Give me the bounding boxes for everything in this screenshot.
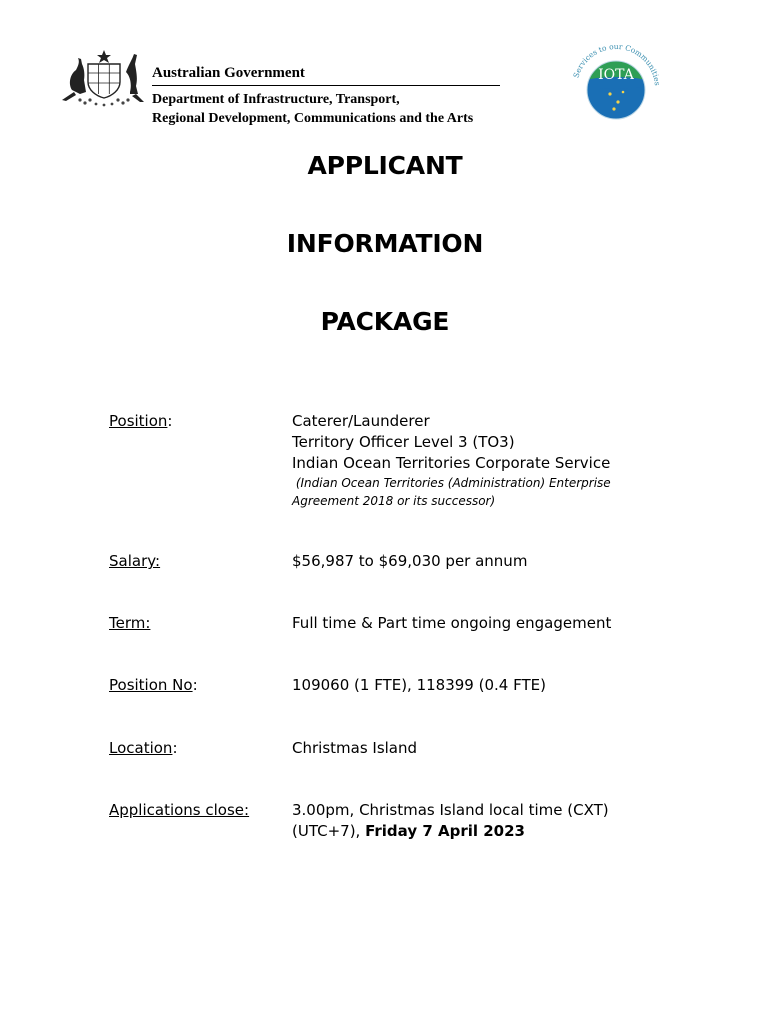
coat-of-arms-icon: [58, 48, 150, 108]
agreement-note-1: (Indian Ocean Territories (Administration) Enterprise: [292, 476, 611, 490]
closing-time: 3.00pm, Christmas Island local time (CXT): [292, 801, 609, 819]
government-header: [152, 64, 500, 127]
title-line-1: APPLICANT: [307, 151, 463, 180]
location-value: Christmas Island: [292, 739, 418, 757]
government-name: Australian Government: [152, 64, 500, 86]
iota-logo-text: IOTA: [598, 67, 634, 83]
applications-close-value: [292, 800, 692, 842]
position-title: Caterer/Launderer: [292, 412, 430, 430]
location-label: Location:: [109, 739, 178, 757]
position-service: Indian Ocean Territories Corporate Service: [292, 454, 611, 472]
title-line-3: PACKAGE: [320, 307, 450, 336]
title-line-2: INFORMATION: [286, 229, 484, 258]
applications-close-label: Applications close:: [109, 801, 250, 819]
closing-date-line: (UTC+7), Friday 7 April 2023: [292, 822, 525, 840]
salary-label: Salary:: [109, 552, 161, 570]
position-label: Position:: [109, 412, 173, 430]
iota-logo: [570, 42, 662, 134]
position-value: [292, 411, 692, 510]
salary-value: $56,987 to $69,030 per annum: [292, 552, 528, 570]
closing-date: Friday 7 April 2023: [365, 822, 525, 840]
position-no-label: Position No:: [109, 676, 198, 694]
department-line-2: Regional Development, Communications and the Arts: [152, 111, 474, 126]
agreement-note-2: Agreement 2018 or its successor): [292, 494, 496, 508]
term-label: Term:: [109, 614, 151, 632]
position-no-value: 109060 (1 FTE), 118399 (0.4 FTE): [292, 676, 546, 694]
iota-ring-text: Services to our Communities: [571, 42, 662, 87]
position-level: Territory Officer Level 3 (TO3): [292, 433, 515, 451]
department-line-1: Department of Infrastructure, Transport,: [152, 92, 400, 107]
term-value: Full time & Part time ongoing engagement: [292, 614, 612, 632]
